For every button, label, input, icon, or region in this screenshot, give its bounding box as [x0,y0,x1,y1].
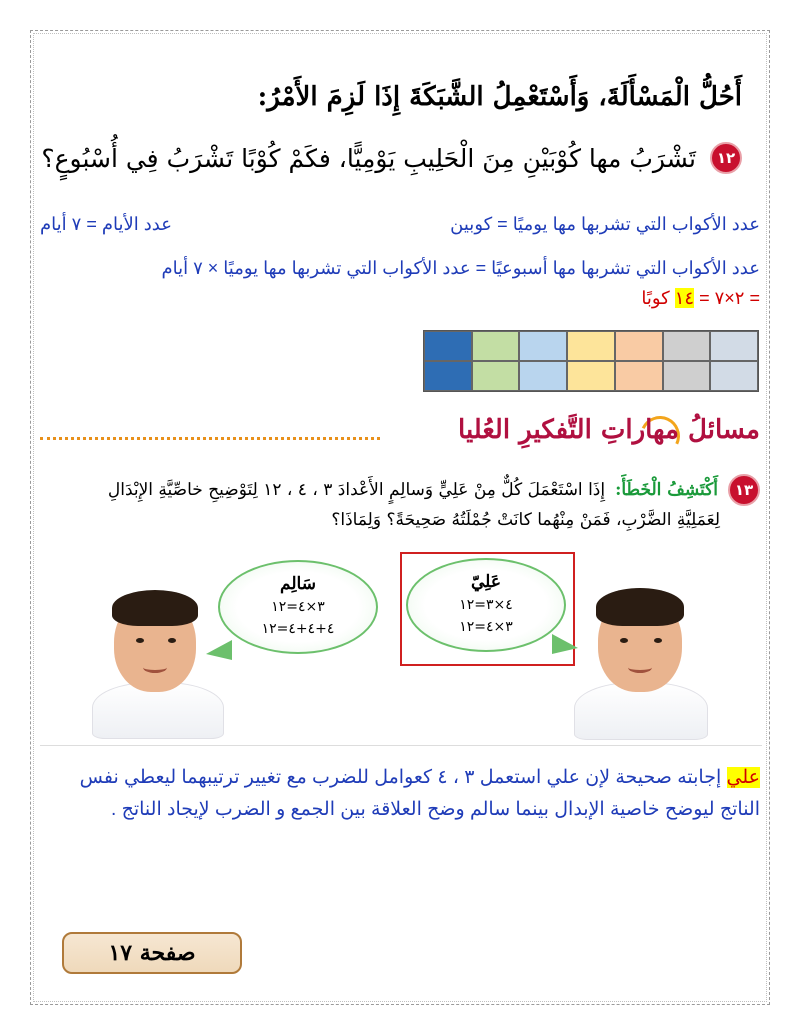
grid-cell [615,361,663,391]
question-12 [40,142,742,174]
ali-equation-1: ٤×٣=١٢ [459,597,513,613]
equals-sign: = [749,288,760,308]
solution-line-2: عدد الأكواب التي تشربها مها أسبوعيًا = عدد الأكواب التي تشربها مها يوميًا × ٧ أيام [161,258,760,278]
ali-speech-bubble [406,558,566,652]
grid-cell [519,331,567,361]
grid-cell [472,361,520,391]
salem-name: سَالِم [280,574,316,594]
grid-cell [663,361,711,391]
days-count: عدد الأيام = ٧ أيام [40,214,172,234]
ali-name: عَلِيّ [471,572,501,592]
divider [40,745,762,746]
answer-body: إجابته صحيحة لإن علي استعمل ٣ ، ٤ كعوامل للضرب مع تغيير ترتيبهما ليعطي نفس الناتج ليوضح خاصية الإبدال بينما سالم وضح العلاقة بين الجمع و الضرب لإيجاد الناتج . [79,767,760,820]
salem-equation-1: ٣×٤=١٢ [271,599,325,615]
multiplication-expression: ٢×٧ = [699,288,745,308]
question-13-text-2: لِعَمَلِيَّةِ الضَّرْبِ، فَمَنْ مِنْهُما كانَتْ جُمْلَتُهُ صَحِيحَةً؟ وَلِمَاذَا؟ [331,510,720,530]
grid-cell [710,331,758,361]
grid-cell [567,331,615,361]
answer-highlight: علي [726,767,760,788]
question-13-text-1: إِذَا اسْتَعْمَلَ كُلٌّ مِنْ عَلِيٍّ وَسالِمٍ الأَعْدادَ ٣ ، ٤ ، ١٢ لِتَوْضِيحِ خاصِّيَّةِ الإِبْدَالِ [107,480,606,500]
solution-line-1 [40,214,760,235]
title-dotted-line [40,437,380,440]
cups-per-day: عدد الأكواب التي تشربها مها يوميًا = كوبين [450,214,760,234]
ali-equation-2: ٣×٤=١٢ [459,619,513,635]
salem-speech-bubble [218,560,378,654]
answer-text [40,762,760,826]
section-title: مسائلُ مهاراتِ التَّفكيرِ العُليا [458,415,760,445]
grid-cell [424,331,472,361]
question-13-label: أَكْتَشِفُ الْخَطَأَ: [615,480,718,500]
page-number-label: صفحة ١٧ [62,932,242,974]
result-highlight: ١٤ [674,288,695,308]
question-12-text: تَشْرَبُ مها كُوْبَيْنِ مِنَ الْحَلِيبِ يَوْمِيًّا، فكَمْ كُوْبًا تَشْرَبُ فِي أُسْبُوعٍ؟ [41,143,696,173]
exercise-heading: أَحُلُّ الْمَسْأَلَةَ، وَأَسْتَعْمِلُ الشَّبَكَةَ إِذَا لَزِمَ الأَمْرُ: [257,82,742,112]
salem-equation-2: ٤+٤+٤=١٢ [261,621,335,637]
grid-cell [710,361,758,391]
grid-cell [663,331,711,361]
boy-ali-image [574,580,706,738]
result-unit: كوبًا [641,288,670,308]
question-13 [40,474,760,506]
grid-cell [472,331,520,361]
grid-cell [615,331,663,361]
question-number-badge: ١٣ [728,474,760,506]
grid-cell [567,361,615,391]
boy-salem-image [92,582,222,737]
grid-cell [519,361,567,391]
color-grid [423,330,759,392]
grid-cell [424,361,472,391]
question-number-badge: ١٢ [710,142,742,174]
solution-line-3 [40,288,760,309]
